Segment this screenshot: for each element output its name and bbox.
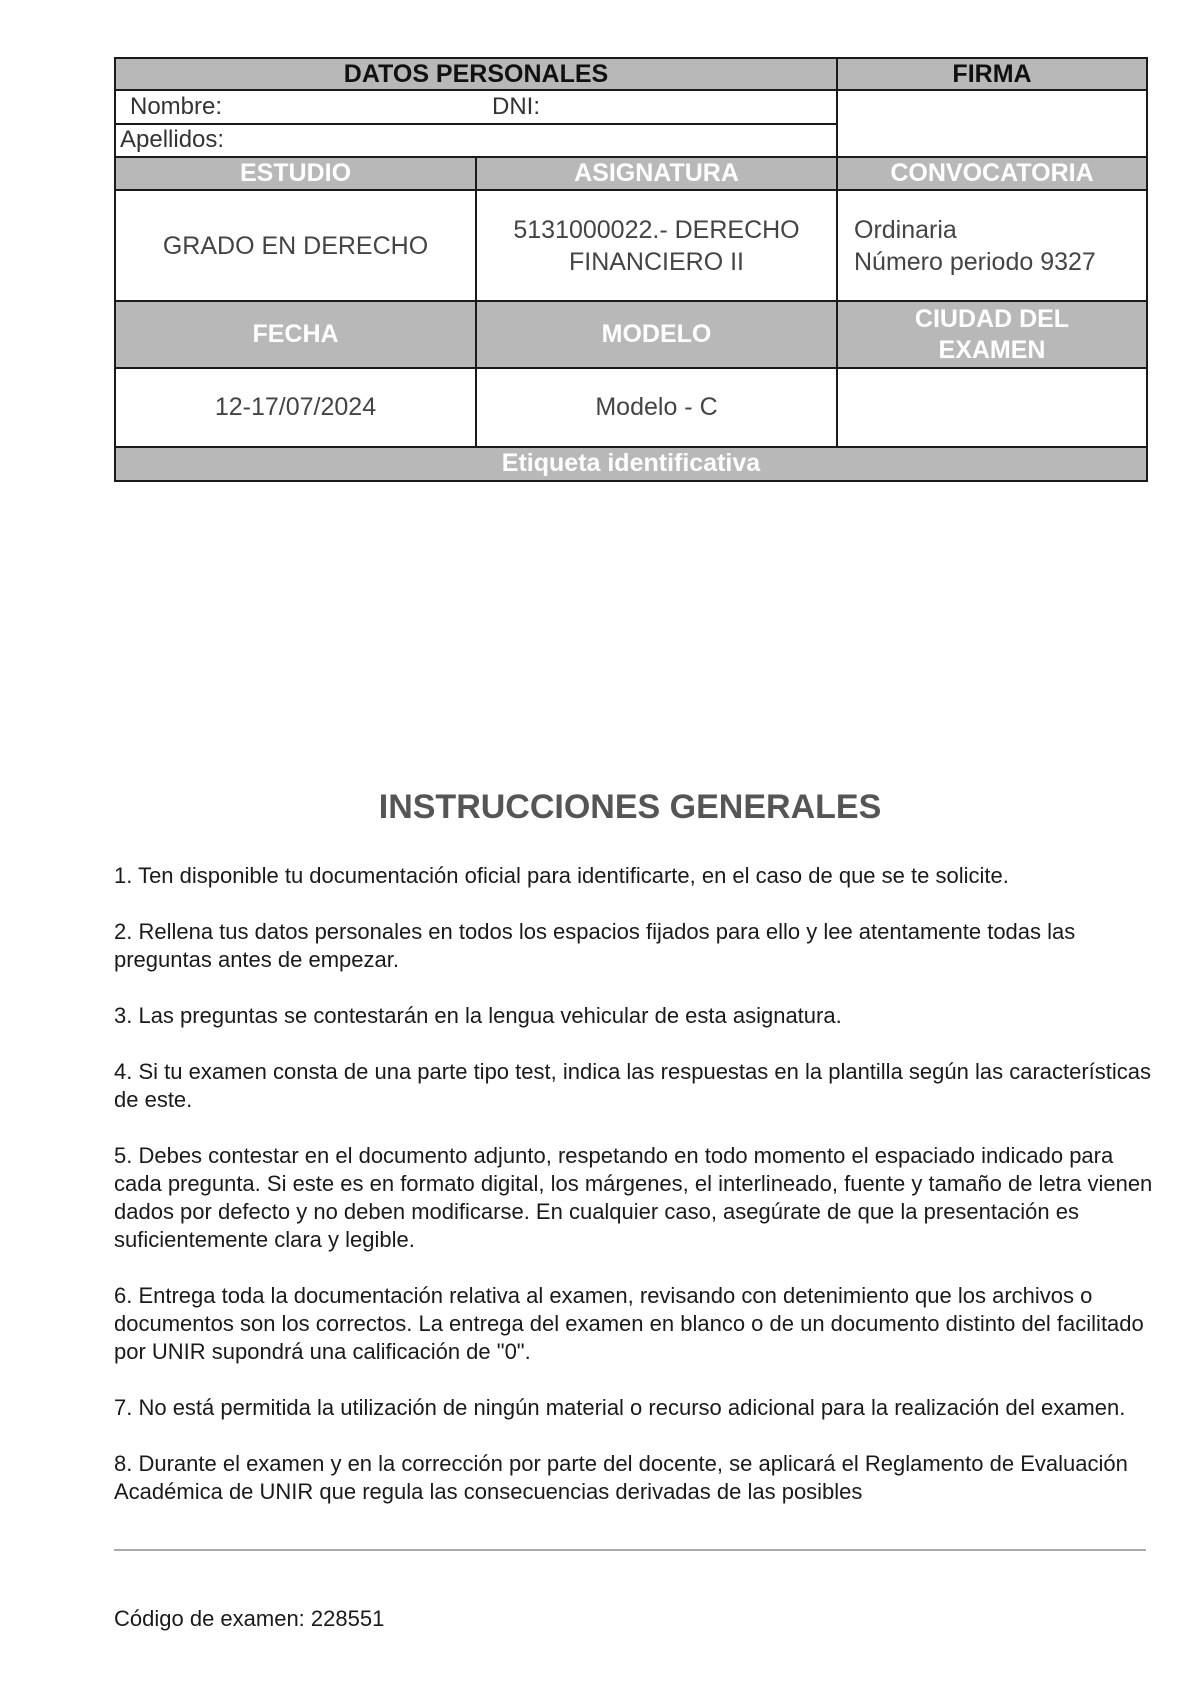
convocatoria-line-1: Ordinaria <box>854 215 957 244</box>
apellidos-field[interactable] <box>115 124 837 157</box>
modelo-header: MODELO <box>476 301 837 368</box>
nombre-label: Nombre: <box>130 92 223 120</box>
exam-code: Código de examen: 228551 <box>114 1606 385 1631</box>
firma-header: FIRMA <box>837 58 1147 90</box>
convocatoria-line-2: Número periodo 9327 <box>854 247 1096 276</box>
instruction-item: 2. Rellena tus datos personales en todos los espacios fijados para ello y lee atentamente todas las preguntas antes de empezar. <box>114 919 1076 972</box>
firma-box[interactable] <box>837 90 1147 157</box>
instruction-item: 6. Entrega toda la documentación relativa al examen, revisando con detenimiento que los archivos o documentos son los correctos. La entrega del examen en blanco o de un documento distinto del facilitado por UNIR supondrá una calificación de "0". <box>114 1283 1144 1364</box>
instructions-title: INSTRUCCIONES GENERALES <box>378 788 882 826</box>
instruction-item: 5. Debes contestar en el documento adjunto, respetando en todo momento el espaciado indicado para cada pregunta. Si este es en formato digital, los márgenes, el interlineado, fuente y tamaño de letra vienen dados por defecto y no deben modificarse. En cualquier caso, asegúrate de que la presentación es suficientemente clara y legible. <box>114 1143 1153 1252</box>
instruction-item: 8. Durante el examen y en la corrección por parte del docente, se aplicará el Reglamento de Evaluación Académica de UNIR que regula las consecuencias derivadas de las posibles <box>114 1451 1128 1504</box>
ciudad-header-line-1: CIUDAD DEL <box>914 304 1070 333</box>
ciudad-value[interactable] <box>837 368 1147 447</box>
asignatura-line-2: FINANCIERO II <box>568 247 744 276</box>
asignatura-line-1: 5131000022.- DERECHO <box>513 215 800 244</box>
footer-divider <box>114 1549 1146 1551</box>
instruction-item: 4. Si tu examen consta de una parte tipo test, indica las respuestas en la plantilla según las características de este. <box>114 1059 1152 1112</box>
instructions-list <box>114 862 1154 1534</box>
estudio-header: ESTUDIO <box>115 157 476 190</box>
fecha-header: FECHA <box>115 301 476 368</box>
dni-label: DNI: <box>492 92 540 120</box>
exam-header-table <box>114 57 1148 482</box>
apellidos-label: Apellidos: <box>120 126 225 154</box>
convocatoria-header: CONVOCATORIA <box>837 157 1147 190</box>
ciudad-header <box>837 301 1147 368</box>
asignatura-header: ASIGNATURA <box>476 157 837 190</box>
instruction-item: 1. Ten disponible tu documentación oficial para identificarte, en el caso de que se te solicite. <box>114 863 1009 888</box>
instruction-item: 7. No está permitida la utilización de ningún material o recurso adicional para la realización del examen. <box>114 1395 1126 1420</box>
modelo-value: Modelo - C <box>476 368 837 447</box>
instruction-item: 3. Las preguntas se contestarán en la lengua vehicular de esta asignatura. <box>114 1003 842 1028</box>
convocatoria-value <box>837 190 1147 301</box>
ciudad-header-line-2: EXAMEN <box>938 335 1046 364</box>
fecha-value: 12-17/07/2024 <box>115 368 476 447</box>
etiqueta-identificativa: Etiqueta identificativa <box>115 447 1147 481</box>
estudio-value: GRADO EN DERECHO <box>115 190 476 301</box>
datos-personales-header: DATOS PERSONALES <box>115 58 837 90</box>
nombre-dni-field[interactable] <box>115 90 837 123</box>
asignatura-value <box>476 190 837 301</box>
